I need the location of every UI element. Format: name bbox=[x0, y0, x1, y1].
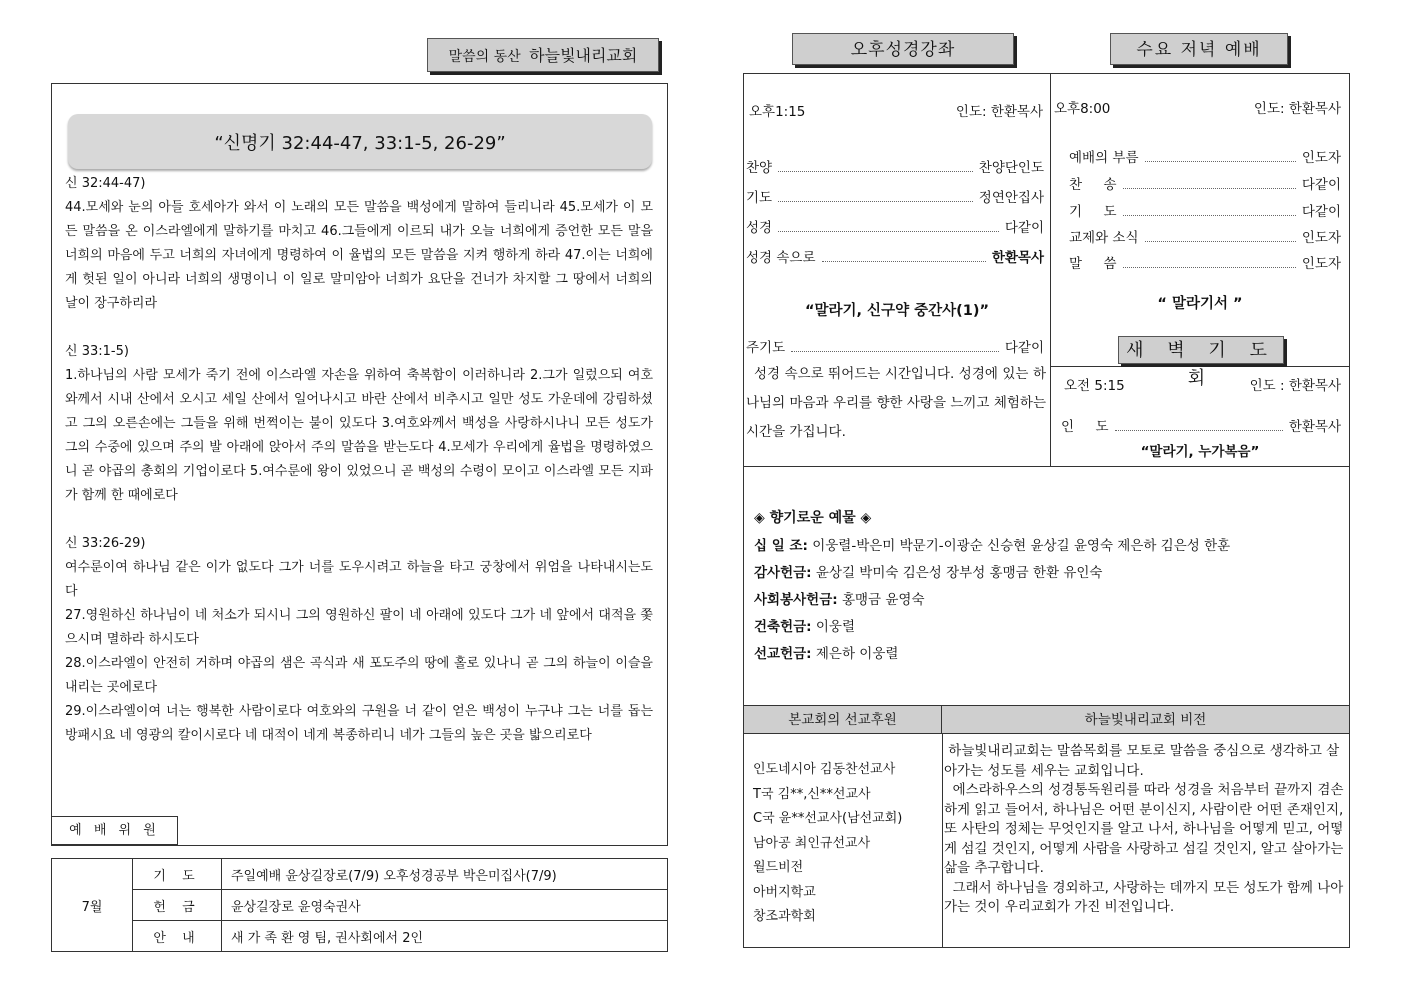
wednesday-service-header: 수요 저녁 예배 bbox=[1110, 33, 1288, 65]
wednesday-time: 오후8:00 bbox=[1054, 101, 1111, 117]
list-item: 남아공 최인규선교사 bbox=[753, 835, 871, 851]
list-item bbox=[754, 560, 1344, 587]
passage-text: 29.이스라엘이여 너는 행복한 사람이로다 여호와의 구원을 너 같이 얻은 백성이 누구냐 그는 너를 돕는 방패시요 네 영광의 칼이시로다 네 대적이 네게 복종하리니 네가 그들의 높은 곳을 밟으리로다 bbox=[65, 704, 653, 743]
order-item: 기 도 bbox=[1069, 204, 1117, 220]
passage-text: 1.하나님의 사람 모세가 죽기 전에 이스라엘 자손을 위하여 축복함이 이러하니라 2.그가 일렀으되 여호와께서 시내 산에서 오시고 세일 산에서 일어나시고 바란 산에서 비추시고 일만 성도 가운데에 강림하셨고 그의 오른손에는 그들을 위해 번쩍이는 불이 있도다 3.여호와께서 백성을 사랑하시나니 모든 성도가 그의 수중에 있으며 주의 발 아래에 앉아서 주의 말씀을 받는도다 4.모세가 우리에게 율법을 명령하였으니 곧 야곱의 총회의 기업이로다 5.여수룬에 왕이 있었으니 곧 백성의 수령이 모이고 이스라엘 모든 지파가 함께 한 때에로다 bbox=[65, 368, 653, 503]
order-who: 다같이 bbox=[1301, 204, 1341, 220]
service-order-box bbox=[743, 73, 1350, 467]
order-item: 성경 속으로 bbox=[746, 250, 816, 266]
afternoon-time: 오후1:15 bbox=[749, 104, 806, 120]
offering-names: 윤상길 박미숙 김은성 장부성 홍맹금 한환 유인숙 bbox=[811, 565, 1103, 581]
offering-label: 감사헌금: bbox=[754, 565, 812, 581]
list-item bbox=[754, 587, 1344, 614]
offering-box bbox=[743, 466, 1350, 706]
afternoon-closing-row bbox=[746, 336, 1044, 356]
passages bbox=[65, 172, 653, 748]
order-who: 인도자 bbox=[1301, 230, 1341, 246]
duty-role: 헌 금 bbox=[133, 890, 222, 921]
duty-assignment: 주일예배 윤상길장로(7/9) 오후성경공부 박은미집사(7/9) bbox=[222, 859, 668, 890]
dawn-title: “말라기, 누가복음” bbox=[1140, 444, 1260, 460]
offering-names: 홍맹금 윤영숙 bbox=[837, 592, 925, 608]
order-item: 예배의 부름 bbox=[1069, 150, 1139, 166]
order-item: 인 도 bbox=[1061, 419, 1109, 435]
sermon-passage-box bbox=[51, 83, 668, 846]
list-item bbox=[754, 614, 1344, 641]
order-item: 찬양 bbox=[746, 160, 773, 176]
duty-month: 7월 bbox=[52, 859, 133, 952]
list-item: 창조과학회 bbox=[753, 909, 816, 924]
table-row bbox=[52, 921, 668, 952]
duty-role: 안 내 bbox=[133, 921, 222, 952]
passage-ref: 신 32:44-47) bbox=[65, 176, 146, 191]
vision-paragraph: 에스라하우스의 성경통독원리를 따라 성경을 처음부터 끝까지 겸손하게 읽고 들어서, 하나님은 어떤 분이신지, 사람이란 어떤 존재인지, 또 사탄의 정체는 무엇인지를 알고 나서, 하나님을 어떻게 믿고, 어떻게 섬길 것인지, 어떻게 사람을 사랑하고 섬길 것인지, 알고 살아가는 삶을 추구합니다. bbox=[944, 782, 1348, 876]
passage-text: 여수룬이여 하나님 같은 이가 없도다 그가 너를 도우시려고 하늘을 타고 궁창에서 위엄을 나타내시는도다 bbox=[65, 560, 653, 599]
worship-committee-label: 예 배 위 원 bbox=[51, 816, 178, 845]
list-item: C국 윤**선교사(남선교회) bbox=[753, 811, 903, 826]
passage-text: 44.모세와 눈의 아들 호세아가 와서 이 노래의 모든 말씀을 백성에게 말하여 들리니라 45.모세가 이 모든 말씀을 온 이스라엘에게 말하기를 마치고 46.그들에게 이르되 내가 오늘 너희에게 증언한 모든 말을 너희의 마음에 두고 너희의 자녀에게 명령하여 이 율법의 모든 말씀을 지켜 행하게 하라 47.이는 너희에게 헛된 일이 아니라 너희의 생명이니 이 일로 말미암아 너희가 요단을 건너가 차지할 그 땅에서 너희의 날이 장구하리라 bbox=[65, 200, 653, 311]
order-item: 기도 bbox=[746, 190, 773, 206]
table-row bbox=[52, 859, 668, 890]
order-item: 말 씀 bbox=[1069, 256, 1117, 272]
vision-paragraph: 그래서 하나님을 경외하고, 사랑하는 데까지 모든 성도가 함께 나아가는 것이 우리교회가 가진 비전입니다. bbox=[944, 879, 1344, 915]
dawn-prayer-header: 새 벽 기 도 회 bbox=[1118, 336, 1284, 364]
order-who: 인도자 bbox=[1301, 150, 1341, 166]
order-who: 한환목사 bbox=[1288, 419, 1341, 435]
offering-names: 제은하 이웅렬 bbox=[811, 646, 899, 662]
order-who: 다같이 bbox=[1301, 177, 1341, 193]
scripture-title: “신명기 32:44-47, 33:1-5, 26-29” bbox=[68, 114, 652, 169]
wednesday-order-row bbox=[1069, 173, 1341, 193]
wednesday-order-row bbox=[1069, 200, 1341, 220]
wednesday-leader: 인도: 한환목사 bbox=[1253, 101, 1341, 117]
mission-divider bbox=[942, 734, 943, 947]
vision-text bbox=[944, 742, 1347, 918]
passage-ref: 신 33:1-5) bbox=[65, 344, 129, 359]
afternoon-class-header: 오후성경강좌 bbox=[792, 33, 1014, 65]
afternoon-order-row bbox=[746, 156, 1044, 176]
order-item: 교제와 소식 bbox=[1069, 230, 1139, 246]
wednesday-sermon-title: “ 말라기서 ” bbox=[1157, 296, 1243, 312]
order-item: 찬 송 bbox=[1069, 177, 1117, 193]
offering-label: 사회봉사헌금: bbox=[754, 592, 838, 608]
duty-table bbox=[51, 858, 668, 952]
list-item bbox=[754, 533, 1344, 560]
passage-text: 27.영원하신 하나님이 네 처소가 되시니 그의 영원하신 팔이 네 아래에 있도다 그가 네 앞에서 대적을 쫓으시며 멸하라 하시도다 bbox=[65, 608, 653, 647]
order-who: 인도자 bbox=[1301, 256, 1341, 272]
order-item: 성경 bbox=[746, 220, 773, 236]
order-item: 주기도 bbox=[746, 340, 786, 356]
table-row bbox=[52, 890, 668, 921]
passage-text: 28.이스라엘이 안전히 거하며 야곱의 샘은 곡식과 새 포도주의 땅에 홀로 있나니 곧 그의 하늘이 이슬을 내리는 곳에로다 bbox=[65, 656, 653, 695]
order-who: 정연안집사 bbox=[978, 190, 1044, 206]
passage-ref: 신 33:26-29) bbox=[65, 536, 146, 551]
duty-assignment: 윤상길장로 윤영숙권사 bbox=[222, 890, 668, 921]
mission-list bbox=[753, 758, 939, 930]
list-item: 인도네시아 김동찬선교사 bbox=[753, 762, 896, 777]
afternoon-note: 성경 속으로 뛰어드는 시간입니다. 성경에 있는 하나님의 마음과 우리를 향한 사랑을 느끼고 체험하는 시간을 가집니다. bbox=[746, 366, 1046, 440]
wednesday-order-row bbox=[1069, 146, 1341, 166]
afternoon-order-row bbox=[746, 216, 1044, 236]
mission-vision-box bbox=[743, 705, 1350, 948]
afternoon-order-row bbox=[746, 246, 1044, 266]
wednesday-order-row bbox=[1069, 226, 1341, 246]
list-item bbox=[754, 641, 1344, 668]
list-item: 월드비전 bbox=[753, 860, 804, 875]
offering-names: 이웅렬-박은미 박문기-이광순 신승현 윤상길 윤영숙 제은하 김은성 한훈 bbox=[807, 538, 1231, 554]
afternoon-lecture-title: “말라기, 신구약 중간사(1)” bbox=[804, 303, 990, 319]
offering-heading: ◈ 향기로운 예물 ◈ bbox=[754, 510, 872, 526]
order-who: 다같이 bbox=[1004, 340, 1044, 356]
order-who: 다같이 bbox=[1004, 220, 1044, 236]
mission-header: 본교회의 선교후원 bbox=[744, 706, 942, 734]
afternoon-leader: 인도: 한환목사 bbox=[955, 104, 1043, 120]
church-name: 하늘빛내리교회 bbox=[529, 46, 638, 65]
dawn-leader: 인도 : 한환목사 bbox=[1249, 378, 1341, 394]
dawn-time: 오전 5:15 bbox=[1064, 378, 1125, 394]
order-who: 한환목사 bbox=[991, 250, 1044, 266]
column-divider bbox=[1050, 74, 1051, 466]
vision-paragraph: 하늘빛내리교회는 말씀목회를 모토로 말씀을 중심으로 생각하고 살아가는 성도를 세우는 교회입니다. bbox=[944, 743, 1340, 779]
offering-label: 십 일 조: bbox=[754, 538, 808, 554]
afternoon-order-row bbox=[746, 186, 1044, 206]
list-item: 아버지학교 bbox=[753, 884, 816, 900]
duty-assignment: 새 가 족 환 영 팀, 권사회에서 2인 bbox=[222, 921, 668, 952]
order-who: 찬양단인도 bbox=[978, 160, 1044, 176]
offering-names: 이웅렬 bbox=[811, 619, 855, 635]
offering-label: 선교헌금: bbox=[754, 646, 812, 662]
offering-label: 건축헌금: bbox=[754, 619, 812, 635]
wednesday-order-row bbox=[1069, 252, 1341, 272]
church-header bbox=[427, 38, 659, 72]
dawn-order-row bbox=[1061, 415, 1341, 435]
duty-role: 기 도 bbox=[133, 859, 222, 890]
church-motto: 말씀의 동산 bbox=[448, 49, 521, 65]
vision-header: 하늘빛내리교회 비전 bbox=[942, 706, 1349, 734]
offering-list bbox=[754, 533, 1344, 668]
list-item: T국 김**,신**선교사 bbox=[753, 786, 871, 802]
